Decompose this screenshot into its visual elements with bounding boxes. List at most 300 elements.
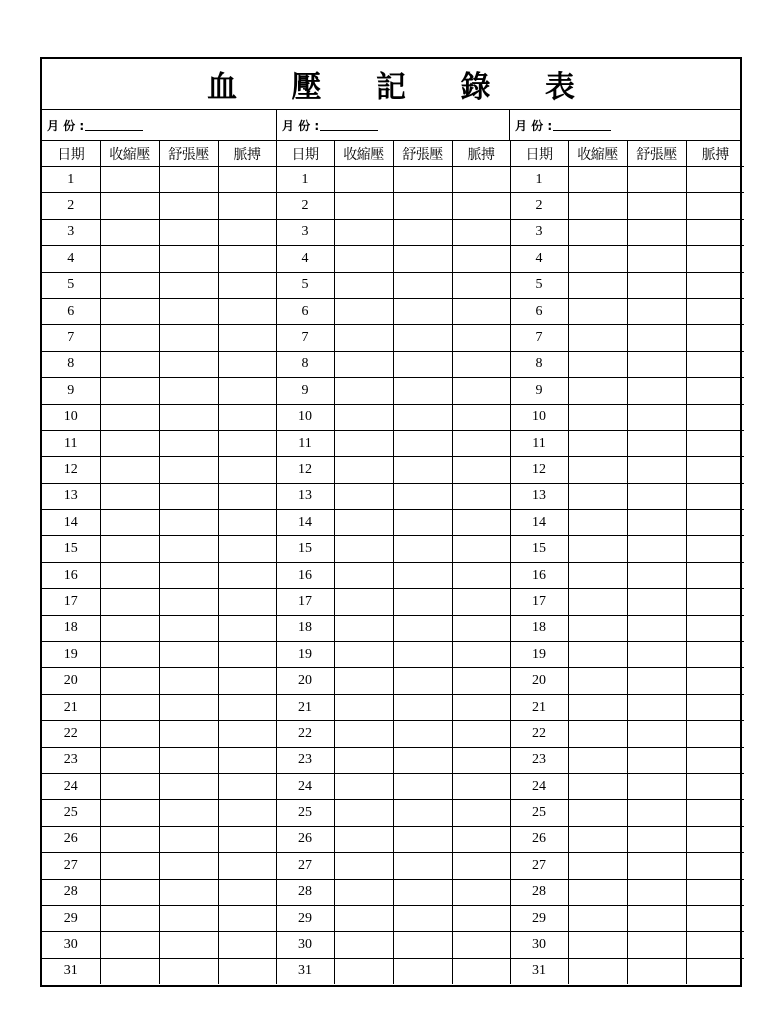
systolic-cell[interactable] — [568, 721, 627, 747]
diastolic-cell[interactable] — [627, 668, 686, 694]
pulse-cell[interactable] — [686, 193, 744, 219]
pulse-cell[interactable] — [218, 879, 276, 905]
systolic-cell[interactable] — [334, 668, 393, 694]
systolic-cell[interactable] — [100, 351, 159, 377]
pulse-cell[interactable] — [218, 932, 276, 958]
pulse-cell[interactable] — [218, 721, 276, 747]
pulse-cell[interactable] — [686, 325, 744, 351]
systolic-cell[interactable] — [334, 747, 393, 773]
table-row — [42, 536, 744, 562]
pulse-cell[interactable] — [218, 272, 276, 298]
diastolic-cell[interactable] — [159, 325, 218, 351]
pulse-cell[interactable] — [218, 404, 276, 430]
pulse-cell[interactable] — [686, 510, 744, 536]
systolic-cell[interactable] — [334, 298, 393, 324]
pulse-cell[interactable] — [452, 747, 510, 773]
systolic-cell[interactable] — [100, 457, 159, 483]
pulse-cell[interactable] — [686, 826, 744, 852]
diastolic-cell[interactable] — [627, 351, 686, 377]
systolic-cell[interactable] — [100, 219, 159, 245]
pulse-cell[interactable] — [218, 773, 276, 799]
table-row — [42, 510, 744, 536]
systolic-cell[interactable] — [334, 905, 393, 931]
systolic-cell[interactable] — [100, 167, 159, 193]
systolic-cell[interactable] — [100, 298, 159, 324]
systolic-cell[interactable] — [568, 219, 627, 245]
pulse-cell[interactable] — [218, 800, 276, 826]
diastolic-cell[interactable] — [393, 879, 452, 905]
pulse-cell[interactable] — [218, 642, 276, 668]
systolic-cell[interactable] — [100, 589, 159, 615]
systolic-cell[interactable] — [568, 694, 627, 720]
diastolic-cell[interactable] — [393, 905, 452, 931]
diastolic-cell[interactable] — [159, 404, 218, 430]
diastolic-cell[interactable] — [393, 351, 452, 377]
systolic-cell[interactable] — [334, 351, 393, 377]
pulse-cell[interactable] — [452, 958, 510, 984]
diastolic-cell[interactable] — [159, 905, 218, 931]
pulse-cell[interactable] — [218, 747, 276, 773]
pulse-cell[interactable] — [452, 510, 510, 536]
diastolic-cell[interactable] — [393, 483, 452, 509]
diastolic-cell[interactable] — [627, 246, 686, 272]
systolic-cell[interactable] — [100, 325, 159, 351]
pulse-cell[interactable] — [452, 773, 510, 799]
systolic-cell[interactable] — [568, 430, 627, 456]
diastolic-cell[interactable] — [159, 219, 218, 245]
pulse-cell[interactable] — [452, 932, 510, 958]
pulse-cell[interactable] — [686, 351, 744, 377]
pulse-cell[interactable] — [686, 879, 744, 905]
systolic-cell[interactable] — [334, 167, 393, 193]
diastolic-cell[interactable] — [393, 589, 452, 615]
pulse-cell[interactable] — [218, 325, 276, 351]
diastolic-cell[interactable] — [159, 483, 218, 509]
diastolic-cell[interactable] — [159, 826, 218, 852]
pulse-cell[interactable] — [218, 958, 276, 984]
systolic-cell[interactable] — [568, 800, 627, 826]
pulse-cell[interactable] — [686, 773, 744, 799]
systolic-cell[interactable] — [334, 193, 393, 219]
systolic-cell[interactable] — [334, 536, 393, 562]
systolic-cell[interactable] — [568, 483, 627, 509]
diastolic-cell[interactable] — [627, 905, 686, 931]
diastolic-cell[interactable] — [393, 219, 452, 245]
day-number-cell: 22 — [42, 721, 100, 747]
systolic-cell[interactable] — [100, 510, 159, 536]
pulse-cell[interactable] — [686, 668, 744, 694]
systolic-cell[interactable] — [334, 325, 393, 351]
pulse-cell[interactable] — [452, 615, 510, 641]
systolic-cell[interactable] — [100, 272, 159, 298]
pulse-cell[interactable] — [218, 219, 276, 245]
diastolic-cell[interactable] — [627, 219, 686, 245]
diastolic-cell[interactable] — [393, 167, 452, 193]
pulse-cell[interactable] — [452, 430, 510, 456]
diastolic-cell[interactable] — [627, 826, 686, 852]
systolic-cell[interactable] — [568, 298, 627, 324]
pulse-cell[interactable] — [452, 826, 510, 852]
systolic-cell[interactable] — [100, 747, 159, 773]
systolic-cell[interactable] — [334, 483, 393, 509]
systolic-cell[interactable] — [568, 773, 627, 799]
pulse-cell[interactable] — [452, 668, 510, 694]
pulse-cell[interactable] — [452, 536, 510, 562]
table-row — [42, 193, 744, 219]
month-label: 月 份 : — [515, 118, 553, 133]
systolic-cell[interactable] — [568, 668, 627, 694]
pulse-cell[interactable] — [452, 483, 510, 509]
pulse-cell[interactable] — [218, 457, 276, 483]
date-header: 日期 — [276, 141, 334, 167]
day-number-cell: 3 — [276, 219, 334, 245]
systolic-cell[interactable] — [568, 457, 627, 483]
diastolic-cell[interactable] — [393, 404, 452, 430]
pulse-cell[interactable] — [218, 668, 276, 694]
diastolic-cell[interactable] — [627, 932, 686, 958]
diastolic-cell[interactable] — [627, 853, 686, 879]
day-number-cell: 26 — [276, 826, 334, 852]
systolic-cell[interactable] — [568, 193, 627, 219]
diastolic-cell[interactable] — [159, 773, 218, 799]
systolic-cell[interactable] — [568, 404, 627, 430]
systolic-cell[interactable] — [568, 615, 627, 641]
pulse-cell[interactable] — [686, 298, 744, 324]
pulse-cell[interactable] — [218, 589, 276, 615]
diastolic-cell[interactable] — [627, 404, 686, 430]
systolic-cell[interactable] — [334, 457, 393, 483]
systolic-cell[interactable] — [568, 378, 627, 404]
pulse-cell[interactable] — [686, 219, 744, 245]
systolic-cell[interactable] — [334, 378, 393, 404]
diastolic-cell[interactable] — [627, 773, 686, 799]
pulse-cell[interactable] — [452, 325, 510, 351]
pulse-cell[interactable] — [452, 167, 510, 193]
diastolic-cell[interactable] — [159, 615, 218, 641]
diastolic-cell[interactable] — [159, 958, 218, 984]
pulse-cell[interactable] — [686, 246, 744, 272]
systolic-cell[interactable] — [100, 773, 159, 799]
diastolic-cell[interactable] — [393, 272, 452, 298]
systolic-cell[interactable] — [334, 272, 393, 298]
day-number-cell: 5 — [510, 272, 568, 298]
pulse-cell[interactable] — [686, 694, 744, 720]
systolic-cell[interactable] — [334, 510, 393, 536]
pulse-cell[interactable] — [218, 430, 276, 456]
pulse-cell[interactable] — [218, 167, 276, 193]
month-blank-line[interactable] — [553, 119, 611, 131]
systolic-cell[interactable] — [568, 536, 627, 562]
pulse-cell[interactable] — [218, 615, 276, 641]
pulse-cell[interactable] — [452, 219, 510, 245]
diastolic-cell[interactable] — [393, 668, 452, 694]
day-number-cell: 4 — [42, 246, 100, 272]
pulse-cell[interactable] — [218, 193, 276, 219]
diastolic-cell[interactable] — [627, 510, 686, 536]
systolic-cell[interactable] — [100, 193, 159, 219]
systolic-cell[interactable] — [334, 562, 393, 588]
diastolic-cell[interactable] — [393, 246, 452, 272]
diastolic-cell[interactable] — [627, 694, 686, 720]
pulse-cell[interactable] — [452, 905, 510, 931]
diastolic-cell[interactable] — [627, 325, 686, 351]
systolic-cell[interactable] — [100, 694, 159, 720]
systolic-cell[interactable] — [334, 430, 393, 456]
diastolic-cell[interactable] — [627, 615, 686, 641]
systolic-cell[interactable] — [568, 853, 627, 879]
diastolic-cell[interactable] — [393, 958, 452, 984]
diastolic-cell[interactable] — [627, 378, 686, 404]
month-blank-line[interactable] — [320, 119, 378, 131]
systolic-cell[interactable] — [334, 219, 393, 245]
diastolic-cell[interactable] — [393, 430, 452, 456]
systolic-cell[interactable] — [100, 562, 159, 588]
day-number-cell: 2 — [510, 193, 568, 219]
pulse-cell[interactable] — [452, 642, 510, 668]
diastolic-cell[interactable] — [393, 773, 452, 799]
systolic-cell[interactable] — [334, 404, 393, 430]
systolic-cell[interactable] — [100, 932, 159, 958]
pulse-cell[interactable] — [686, 167, 744, 193]
pulse-cell[interactable] — [452, 721, 510, 747]
diastolic-cell[interactable] — [627, 589, 686, 615]
diastolic-cell[interactable] — [627, 958, 686, 984]
diastolic-cell[interactable] — [159, 430, 218, 456]
diastolic-cell[interactable] — [159, 272, 218, 298]
systolic-cell[interactable] — [568, 246, 627, 272]
diastolic-cell[interactable] — [393, 510, 452, 536]
pulse-cell[interactable] — [452, 404, 510, 430]
pulse-cell[interactable] — [452, 853, 510, 879]
diastolic-cell[interactable] — [393, 193, 452, 219]
systolic-cell[interactable] — [568, 510, 627, 536]
pulse-cell[interactable] — [686, 721, 744, 747]
pulse-cell[interactable] — [686, 800, 744, 826]
systolic-cell[interactable] — [334, 721, 393, 747]
diastolic-cell[interactable] — [627, 747, 686, 773]
diastolic-cell[interactable] — [159, 800, 218, 826]
systolic-cell[interactable] — [568, 826, 627, 852]
diastolic-cell[interactable] — [627, 298, 686, 324]
diastolic-cell[interactable] — [627, 642, 686, 668]
diastolic-cell[interactable] — [627, 272, 686, 298]
pulse-cell[interactable] — [452, 246, 510, 272]
day-number-cell: 19 — [42, 642, 100, 668]
diastolic-cell[interactable] — [159, 246, 218, 272]
day-number-cell: 18 — [42, 615, 100, 641]
pulse-cell[interactable] — [218, 483, 276, 509]
diastolic-cell[interactable] — [159, 879, 218, 905]
systolic-cell[interactable] — [334, 694, 393, 720]
diastolic-cell[interactable] — [627, 562, 686, 588]
systolic-cell[interactable] — [100, 853, 159, 879]
systolic-cell[interactable] — [100, 615, 159, 641]
systolic-cell[interactable] — [100, 958, 159, 984]
pulse-cell[interactable] — [686, 932, 744, 958]
systolic-cell[interactable] — [334, 879, 393, 905]
pulse-cell[interactable] — [218, 562, 276, 588]
systolic-cell[interactable] — [568, 325, 627, 351]
pulse-cell[interactable] — [452, 298, 510, 324]
diastolic-cell[interactable] — [393, 378, 452, 404]
diastolic-cell[interactable] — [159, 510, 218, 536]
systolic-cell[interactable] — [568, 167, 627, 193]
diastolic-cell[interactable] — [393, 298, 452, 324]
pulse-cell[interactable] — [452, 562, 510, 588]
systolic-cell[interactable] — [100, 668, 159, 694]
diastolic-cell[interactable] — [627, 721, 686, 747]
day-number-cell: 27 — [510, 853, 568, 879]
pulse-cell[interactable] — [218, 905, 276, 931]
systolic-cell[interactable] — [568, 562, 627, 588]
systolic-cell[interactable] — [568, 272, 627, 298]
pulse-cell[interactable] — [686, 536, 744, 562]
systolic-cell[interactable] — [568, 905, 627, 931]
pulse-cell[interactable] — [686, 562, 744, 588]
systolic-cell[interactable] — [100, 905, 159, 931]
pulse-cell[interactable] — [686, 853, 744, 879]
pulse-cell[interactable] — [686, 615, 744, 641]
pulse-cell[interactable] — [452, 378, 510, 404]
pulse-cell[interactable] — [686, 404, 744, 430]
diastolic-cell[interactable] — [627, 536, 686, 562]
systolic-cell[interactable] — [334, 589, 393, 615]
pulse-cell[interactable] — [452, 694, 510, 720]
systolic-cell[interactable] — [568, 958, 627, 984]
diastolic-cell[interactable] — [159, 562, 218, 588]
systolic-cell[interactable] — [334, 246, 393, 272]
systolic-cell[interactable] — [568, 747, 627, 773]
diastolic-cell[interactable] — [159, 193, 218, 219]
diastolic-cell[interactable] — [393, 826, 452, 852]
diastolic-cell[interactable] — [627, 800, 686, 826]
systolic-cell[interactable] — [334, 615, 393, 641]
diastolic-cell[interactable] — [393, 642, 452, 668]
pulse-cell[interactable] — [452, 589, 510, 615]
systolic-cell[interactable] — [568, 351, 627, 377]
pulse-cell[interactable] — [452, 351, 510, 377]
pulse-cell[interactable] — [452, 457, 510, 483]
diastolic-cell[interactable] — [627, 193, 686, 219]
pulse-cell[interactable] — [686, 958, 744, 984]
systolic-cell[interactable] — [100, 826, 159, 852]
diastolic-cell[interactable] — [393, 562, 452, 588]
pulse-cell[interactable] — [452, 800, 510, 826]
pulse-cell[interactable] — [218, 694, 276, 720]
diastolic-cell[interactable] — [159, 694, 218, 720]
systolic-cell[interactable] — [568, 932, 627, 958]
pulse-cell[interactable] — [218, 536, 276, 562]
pulse-cell[interactable] — [218, 246, 276, 272]
systolic-cell[interactable] — [100, 800, 159, 826]
diastolic-cell[interactable] — [159, 589, 218, 615]
diastolic-cell[interactable] — [627, 457, 686, 483]
systolic-cell[interactable] — [334, 958, 393, 984]
diastolic-cell[interactable] — [159, 457, 218, 483]
diastolic-cell[interactable] — [159, 747, 218, 773]
diastolic-cell[interactable] — [159, 167, 218, 193]
systolic-cell[interactable] — [334, 642, 393, 668]
diastolic-cell[interactable] — [159, 378, 218, 404]
systolic-cell[interactable] — [568, 642, 627, 668]
diastolic-cell[interactable] — [393, 747, 452, 773]
diastolic-cell[interactable] — [159, 668, 218, 694]
pulse-cell[interactable] — [686, 483, 744, 509]
systolic-cell[interactable] — [334, 800, 393, 826]
pulse-cell[interactable] — [686, 905, 744, 931]
day-number-cell: 19 — [510, 642, 568, 668]
diastolic-cell[interactable] — [393, 457, 452, 483]
diastolic-cell[interactable] — [627, 430, 686, 456]
systolic-cell[interactable] — [100, 378, 159, 404]
pulse-cell[interactable] — [686, 589, 744, 615]
systolic-cell[interactable] — [334, 773, 393, 799]
diastolic-cell[interactable] — [393, 853, 452, 879]
diastolic-cell[interactable] — [159, 536, 218, 562]
diastolic-cell[interactable] — [159, 721, 218, 747]
systolic-cell[interactable] — [334, 826, 393, 852]
systolic-cell[interactable] — [100, 430, 159, 456]
date-header: 日期 — [510, 141, 568, 167]
diastolic-cell[interactable] — [393, 800, 452, 826]
pulse-cell[interactable] — [686, 430, 744, 456]
pulse-cell[interactable] — [452, 879, 510, 905]
diastolic-cell[interactable] — [393, 325, 452, 351]
pulse-cell[interactable] — [218, 298, 276, 324]
pulse-cell[interactable] — [686, 457, 744, 483]
systolic-cell[interactable] — [100, 536, 159, 562]
diastolic-cell[interactable] — [393, 721, 452, 747]
diastolic-cell[interactable] — [627, 167, 686, 193]
pulse-cell[interactable] — [218, 510, 276, 536]
pulse-cell[interactable] — [218, 378, 276, 404]
diastolic-cell[interactable] — [393, 615, 452, 641]
pulse-cell[interactable] — [218, 351, 276, 377]
systolic-cell[interactable] — [334, 853, 393, 879]
pulse-cell[interactable] — [218, 853, 276, 879]
diastolic-cell[interactable] — [627, 483, 686, 509]
pulse-cell[interactable] — [686, 747, 744, 773]
pulse-cell[interactable] — [452, 272, 510, 298]
diastolic-cell[interactable] — [159, 351, 218, 377]
day-number-cell: 17 — [276, 589, 334, 615]
pulse-cell[interactable] — [218, 826, 276, 852]
diastolic-cell[interactable] — [159, 932, 218, 958]
pulse-cell[interactable] — [686, 272, 744, 298]
systolic-cell[interactable] — [568, 589, 627, 615]
systolic-cell[interactable] — [100, 483, 159, 509]
diastolic-cell[interactable] — [159, 298, 218, 324]
diastolic-cell[interactable] — [393, 694, 452, 720]
pulse-cell[interactable] — [686, 642, 744, 668]
systolic-cell[interactable] — [334, 932, 393, 958]
diastolic-cell[interactable] — [627, 879, 686, 905]
diastolic-cell[interactable] — [159, 642, 218, 668]
systolic-cell[interactable] — [100, 404, 159, 430]
systolic-cell[interactable] — [100, 642, 159, 668]
pulse-cell[interactable] — [452, 193, 510, 219]
header-row — [42, 141, 744, 167]
systolic-cell[interactable] — [100, 721, 159, 747]
systolic-cell[interactable] — [100, 879, 159, 905]
diastolic-cell[interactable] — [159, 853, 218, 879]
month-blank-line[interactable] — [85, 119, 143, 131]
systolic-cell[interactable] — [100, 246, 159, 272]
diastolic-cell[interactable] — [393, 932, 452, 958]
diastolic-cell[interactable] — [393, 536, 452, 562]
pulse-cell[interactable] — [686, 378, 744, 404]
systolic-cell[interactable] — [568, 879, 627, 905]
